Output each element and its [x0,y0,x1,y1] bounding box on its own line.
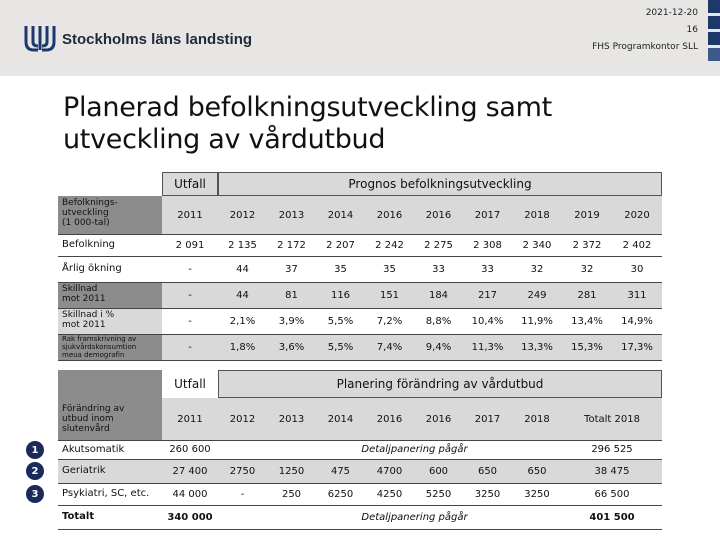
t1-r3-c3: 116 [330,289,351,301]
t1-r2-c7: 32 [530,263,544,275]
t2-h-c3: 2014 [327,413,354,425]
t1-r5-c8: 15,3% [571,341,603,353]
t1-r1-c1: 2 135 [228,239,257,251]
t2-r3-c6: 3250 [474,488,501,500]
t1-r2-c9: 30 [630,263,644,275]
t2-header-label: Förändring av utbud inom slutenvård [62,404,125,434]
t1-r3-c7: 249 [527,289,547,301]
t1-r5-c6: 11,3% [471,341,504,353]
page-title [63,92,683,156]
t1-r3-c1: 44 [236,289,249,301]
t2-total-label: Totalt [62,511,95,522]
t1-r5-c4: 7,4% [376,341,403,353]
row-label-befolkning: Befolkning [62,239,116,250]
t1-r5-c3: 5,5% [327,341,354,353]
t2-h-c6: 2017 [474,413,501,425]
t1-r0-c4: 2016 [376,209,403,221]
t2-h-c1: 2012 [229,413,256,425]
t1-r2-c8: 32 [580,263,594,275]
badge-1: 1 [26,441,44,459]
t2-r2-c5: 600 [428,465,449,477]
t2-h-c0: 2011 [177,413,203,425]
badge-2: 2 [26,462,44,480]
t1-r0-c3: 2014 [327,209,354,221]
t1-r3-c2: 81 [285,289,298,301]
t2-h-c7: 2018 [524,413,550,425]
t2-total-total: 401 500 [589,511,635,523]
t1-r4-c0: - [188,315,192,327]
planering-header: Planering förändring av vårdutbud [218,370,662,398]
badge-3: 3 [26,485,44,503]
t1-r2-c5: 33 [432,263,445,275]
org-logo [22,26,252,52]
t2-r2-c3: 475 [330,465,351,477]
t1-r2-c2: 37 [285,263,298,275]
t2-r2-c4: 4700 [376,465,403,477]
t1-r3-c5: 184 [428,289,449,301]
t1-r5-c2: 3,6% [278,341,305,353]
prognos-header: Prognos befolkningsutveckling [218,172,662,196]
t1-r1-c3: 2 207 [326,239,355,251]
t1-r1-c9: 2 402 [622,239,652,251]
t2-r3-c2: 250 [281,488,302,500]
t2-r3-c5: 5250 [425,488,452,500]
t1-r0-c5: 2016 [425,209,452,221]
t1-r1-c5: 2 275 [424,239,453,251]
t2-r3-c1: - [240,488,245,500]
landsting-logo-icon [22,26,56,52]
t1-r4-c3: 5,5% [327,315,354,327]
t2-r1-utfall: 260 600 [169,444,211,455]
t1-r3-c8: 281 [577,289,597,301]
t1-r0-c0: 2011 [177,209,203,221]
t1-r4-c6: 10,4% [471,315,504,327]
t2-total-note: Detaljpanering pågår [361,511,468,523]
row-label-skillnad-procent: Skillnad i % mot 2011 [62,310,115,330]
t1-r4-c1: 2,1% [229,315,256,327]
t2-r3-total: 66 500 [594,488,630,500]
t2-r3-label: Psykiatri, SC, etc. [62,488,150,499]
t1-r5-c9: 17,3% [621,341,653,353]
header-date: 2021-12-20 [645,8,698,18]
t1-r3-c6: 217 [477,289,498,301]
row-label-year: Befolknings- utveckling (1 000-tal) [62,198,118,228]
t1-r0-c8: 2019 [574,209,600,221]
t1-r1-c2: 2 172 [277,239,306,251]
t2-h-c4: 2016 [376,413,403,425]
t1-r5-c7: 13,3% [521,341,553,353]
t2-r2-c7: 650 [527,465,547,477]
t2-r2-c1: 2750 [229,465,256,477]
t1-r0-c6: 2017 [474,209,501,221]
row-label-arlig-okning: Årlig ökning [62,263,122,274]
t1-r5-c0: - [188,341,192,353]
t1-r4-c4: 7,2% [376,315,403,327]
t2-r2-utfall: 27 400 [172,465,208,477]
org-name: Stockholms läns landsting [62,30,253,48]
row-label-skillnad: Skillnad mot 2011 [62,284,106,304]
utfall-header: Utfall [162,172,218,196]
t1-r3-c9: 311 [627,289,647,301]
utfall-header-2: Utfall [162,370,218,398]
t1-r1-c7: 2 340 [522,239,552,251]
t1-r1-c8: 2 372 [572,239,602,251]
t1-r2-c3: 35 [334,263,347,275]
t1-r5-c5: 9,4% [425,341,452,353]
t1-r3-c0: - [188,289,192,301]
title-line-2: utveckling av vårdutbud [63,124,386,155]
row-label-framskrivning: Rak framskrivning av sjukvårdskonsumtion meua demografin [62,335,137,359]
t1-r4-c9: 14,9% [621,315,653,327]
t1-r4-c2: 3,9% [278,315,305,327]
t2-r1-total: 296 525 [591,444,633,455]
t1-r5-c1: 1,8% [229,341,256,353]
side-color-bars [708,0,720,64]
t1-r0-c1: 2012 [229,209,256,221]
t2-r1-label: Akutsomatik [62,444,125,455]
t2-h-c5: 2016 [425,413,452,425]
t1-r2-c4: 35 [383,263,396,275]
t1-r0-c2: 2013 [278,209,305,221]
title-line-1: Planerad befolkningsutveckling samt [63,92,552,123]
header-department: FHS Programkontor SLL [592,42,698,52]
page-number: 16 [686,25,698,35]
t2-r2-label: Geriatrik [62,465,106,476]
t2-h-total: Totalt 2018 [584,413,640,425]
t1-r4-c5: 8,8% [425,315,452,327]
t2-r2-c2: 1250 [278,465,305,477]
t1-r0-c9: 2020 [624,209,650,221]
t2-r3-c4: 4250 [376,488,403,500]
t1-r4-c8: 13,4% [571,315,603,327]
t2-r3-utfall: 44 000 [172,488,208,500]
t1-r0-c7: 2018 [524,209,550,221]
t1-r2-c1: 44 [236,263,249,275]
t2-r1-note: Detaljpanering pågår [361,444,468,455]
t1-r1-c6: 2 308 [473,239,502,251]
t1-r4-c7: 11,9% [521,315,553,327]
t2-total-utfall: 340 000 [167,511,213,523]
t2-r2-c6: 650 [477,465,498,477]
t1-r2-c0: - [188,263,192,275]
t1-r1-c0: 2 091 [175,239,205,251]
t1-r3-c4: 151 [379,289,400,301]
t2-h-c2: 2013 [278,413,305,425]
t2-r3-c7: 3250 [524,488,550,500]
t1-r2-c6: 33 [481,263,494,275]
t1-r1-c4: 2 242 [375,239,404,251]
t2-r3-c3: 6250 [327,488,354,500]
t2-r2-total: 38 475 [594,465,630,477]
